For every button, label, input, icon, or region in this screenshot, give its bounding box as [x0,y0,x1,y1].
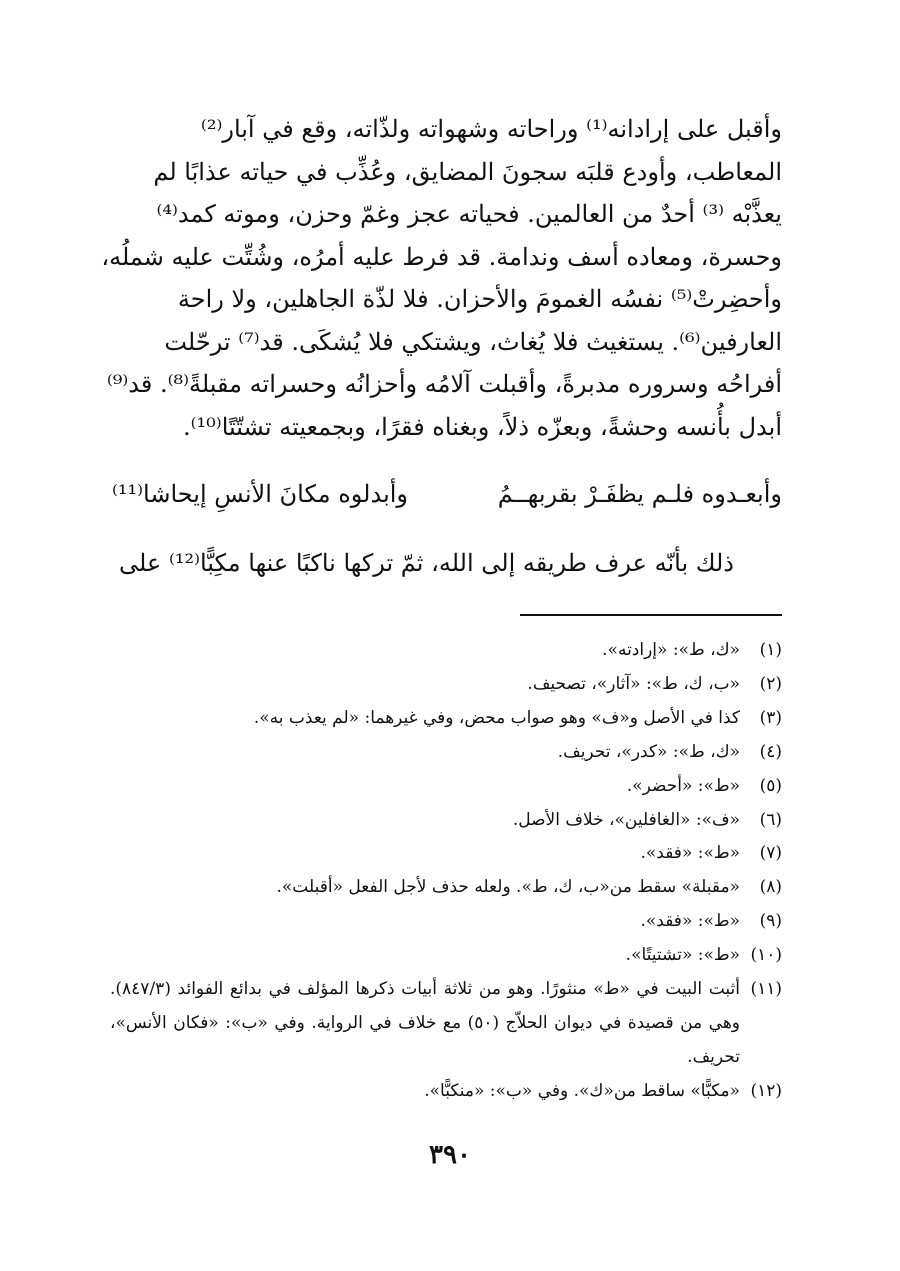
footnote [110,804,782,838]
footnote-number: (١٠) [750,945,782,966]
footnote-number: (٦) [759,809,782,830]
footnote-number: (١١) [750,979,782,1000]
main-text-line: وأقبل على إرادانه⁽¹⁾ وراحاته وشهواته ولذّاته، وقع في آبار⁽²⁾ [200,115,782,143]
footnote-text: «مكبًّا» ساقط من«ك». وفي «ب»: «منكبًّا». [424,1080,740,1101]
footnote-text: «ط»: «فقد». [640,843,740,864]
footnote [110,702,782,736]
footnote [110,837,782,871]
footnote [110,668,782,702]
main-text-line: العارفين⁽⁶⁾. يستغيث فلا يُغاث، ويشتكي فلا يُشكَى. قد⁽⁷⁾ ترحّلت [164,327,782,356]
footnote-text: «مقبلة» سقط من«ب، ك، ط». ولعله حذف لأجل الفعل «أقبلت». [276,877,740,898]
footnote-text: أثبت البيت في «ط» منثورًا. وهو من ثلاثة أبيات ذكرها المؤلف في بدائع الفوائد (٨٤٧/٣). وهي من قصيدة في ديوان الحلاّج (٥٠) مع خلاف في الرواية. وفي «ب»: «فكان الأنس»، تحريف. [110,979,740,1067]
footnote [110,905,782,939]
footnote-divider [520,614,782,616]
footnote-text: «ط»: «فقد». [640,911,740,932]
page-number: ٣٩٠ [429,1140,471,1170]
footnote-number: (٤) [759,741,782,762]
footnote [110,1075,782,1109]
footnote [110,939,782,973]
continuation-line: ذلك بأنّه عرف طريقه إلى الله، ثمّ تركها ناكبًا عنها مكِبًّا⁽¹²⁾ على [119,549,734,577]
footnote-text: «ب، ك، ط»: «آثار»، تصحيف. [527,673,740,694]
main-text-line: أفراحُه وسروره مدبرةً، وأقبلت آلامُه وأحزانُه وحسراته مقبلةً⁽⁸⁾. قد⁽⁹⁾ [106,370,782,398]
footnote [110,871,782,905]
poem-second-hemistich: وأبدلوه مكانَ الأنسِ إيحاشا⁽¹¹⁾ [112,480,409,508]
main-text-line: وأحضِرتْ⁽⁵⁾ نفسُه الغمومَ والأحزان. فلا لذّة الجاهلين، ولا راحة [177,285,782,313]
footnote-text: «ف»: «الغافلين»، خلاف الأصل. [512,809,740,830]
footnote-number: (٧) [759,843,782,864]
footnote-number: (١) [759,640,782,660]
footnote-number: (٢) [759,673,782,694]
footnote-number: (٣) [759,707,782,728]
footnote-text: «ك، ط»: «إرادته». [602,640,740,660]
footnote-text: «ط»: «أحضر». [626,775,740,796]
footnote [110,973,782,1075]
main-text [101,108,782,448]
main-text-line: وحسرة، ومعاده أسف وندامة. قد فرط عليه أمرُه، وشُتِّت عليه شملُه، [101,242,782,271]
footnotes [110,634,782,1109]
poem-verse [112,474,782,514]
footnote-text: «ك، ط»: «كدر»، تحريف. [557,741,740,762]
main-text-line: يعذَّبْه ⁽³⁾ أحدٌ من العالمين. فحياته عجز وغمّ وحزن، وموته كمد⁽⁴⁾ [156,200,782,228]
footnote [110,770,782,804]
footnote-number: (٩) [759,911,782,932]
footnote [110,736,782,770]
footnote-number: (٥) [759,775,782,796]
footnote-text: «ط»: «تشتيتًا». [625,945,740,966]
footnote-number: (١٢) [750,1080,782,1101]
poem-first-hemistich: وأبعـدوه فلـم يظفَـرْ بقربهــمُ [497,480,782,508]
main-text-line: أبدل بأُنسه وحشةً، وبعزّه ذلاً، وبغناه فقرًا، وبجمعيته تشتّتًا⁽¹⁰⁾. [183,412,782,441]
main-text-line: المعاطب، وأودع قلبَه سجونَ المضايق، وعُذِّب في حياته عذابًا لم [153,157,782,186]
footnote-text: كذا في الأصل و«ف» وهو صواب محض، وفي غيرهما: «لم يعذب به». [253,707,740,728]
footnote [110,634,782,668]
footnote-number: (٨) [759,877,782,898]
